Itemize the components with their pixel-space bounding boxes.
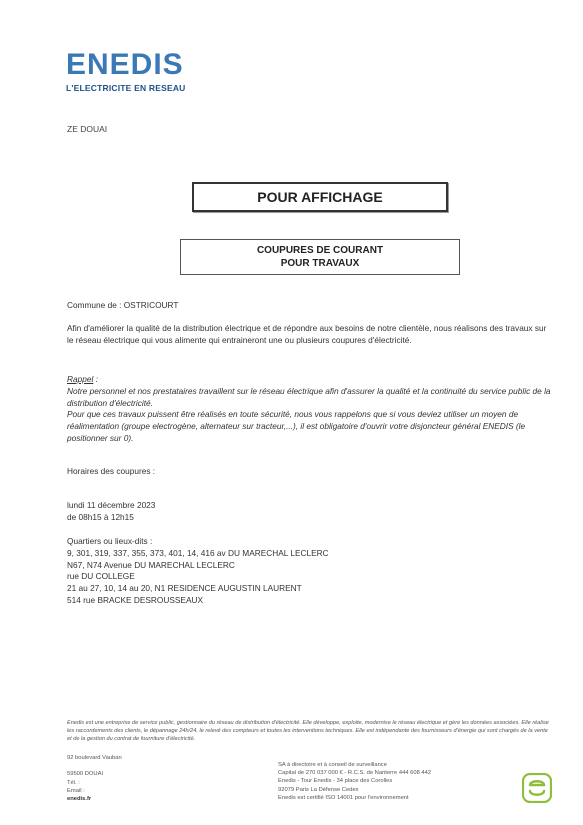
quartier-line: 9, 301, 319, 337, 355, 373, 401, 14, 416 av DU MARECHAL LECLERC (67, 547, 329, 558)
address-line (67, 762, 122, 770)
subtitle-line-2: POUR TRAVAUX (280, 258, 360, 269)
rappel-section (67, 374, 552, 445)
subtitle-line-1: COUPURES DE COURANT (256, 245, 384, 256)
corporate-line: Capital de 270 037 000 € - R.C.S. de Nanterre 444 608 442 (278, 770, 432, 777)
address-line: 59500 DOUAI (67, 771, 104, 778)
quartier-line: rue DU COLLEGE (67, 571, 135, 582)
address-line: 92 boulevard Vauban (67, 755, 122, 761)
quartier-line: N67, N74 Avenue DU MARECHAL LECLERC (67, 559, 235, 570)
quartier-line: 21 au 27, 10, 14 au 20, N1 RESIDENCE AUGUSTIN LAURENT (67, 583, 302, 594)
rappel-line-1: Notre personnel et nos prestataires travaillent sur le réseau électrique afin d'assurer la qualité et la continuité du service public de la distribution d'électricité. (67, 385, 551, 408)
agency-name: ZE DOUAI (67, 124, 108, 134)
logo-wordmark: ENEDIS (66, 48, 184, 81)
quartiers-block (67, 536, 552, 607)
corporate-line: Enedis - Tour Enedis - 34 place des Corolles (278, 778, 393, 785)
address-line: Email : (67, 787, 85, 794)
schedule-block (67, 500, 552, 524)
corporate-line: Enedis est certifié ISO 14001 pour l'environnement (278, 794, 409, 801)
enedis-emblem-icon (522, 773, 552, 803)
title-box: POUR AFFICHAGE (192, 182, 448, 212)
corporate-line: 92079 Paris La Défense Cedex (278, 786, 359, 793)
address-line: Tél. : (67, 779, 80, 786)
intro-paragraph: Afin d'améliorer la qualité de la distribution électrique et de répondre aux besoins de notre clientèle, nous réalisons des travaux sur le réseau électrique qui vous alimente qui entraineront une ou plusieurs coupures d'électricité. (67, 323, 547, 345)
footer-url[interactable]: enedis.fr (67, 796, 92, 803)
footer-address (67, 754, 122, 803)
quartier-line: 514 rue BRACKE DESROUSSEAUX (67, 594, 204, 605)
commune-line: Commune de : OSTRICOURT (67, 300, 179, 310)
schedule-date: lundi 11 décembre 2023 (67, 500, 156, 510)
schedule-time: de 08h15 à 12h15 (67, 511, 134, 522)
footer-corporate-info (278, 761, 431, 802)
logo-tagline: L'ELECTRICITE EN RESEAU (66, 83, 186, 93)
rappel-line-2: Pour que ces travaux puissent être réalisés en toute sécurité, nous vous rappelons que si vous deviez utiliser un moyen de réalimentation (groupe electrogène, alternateur sur tracteur,...), il est obligatoire d'ouvrir votre disjoncteur général ENEDIS (le positionner sur 0). (67, 409, 526, 443)
rappel-title-suffix: : (93, 374, 98, 384)
rappel-title: Rappel (67, 374, 94, 384)
footer-legal-text: Enedis est une entreprise de service public, gestionnaire du réseau de distribution d'électricité. Elle développe, exploite, modernise le réseau électrique et gère les données associées. Elle réalise les raccordements des clients, le dépannage 24h/24, le relevé des compteurs et toutes les interventions techniques. Elle est indépendante des fournisseurs d'énergie qui sont chargés de la vente et de la gestion du contrat de fourniture d'électricité. (67, 720, 549, 742)
horaires-label: Horaires des coupures : (67, 466, 156, 476)
quartiers-label: Quartiers ou lieux-dits : (67, 536, 153, 546)
enedis-logo (66, 50, 206, 93)
subtitle-box (180, 239, 460, 275)
corporate-line: SA à directoire et à conseil de surveillance (278, 762, 387, 768)
